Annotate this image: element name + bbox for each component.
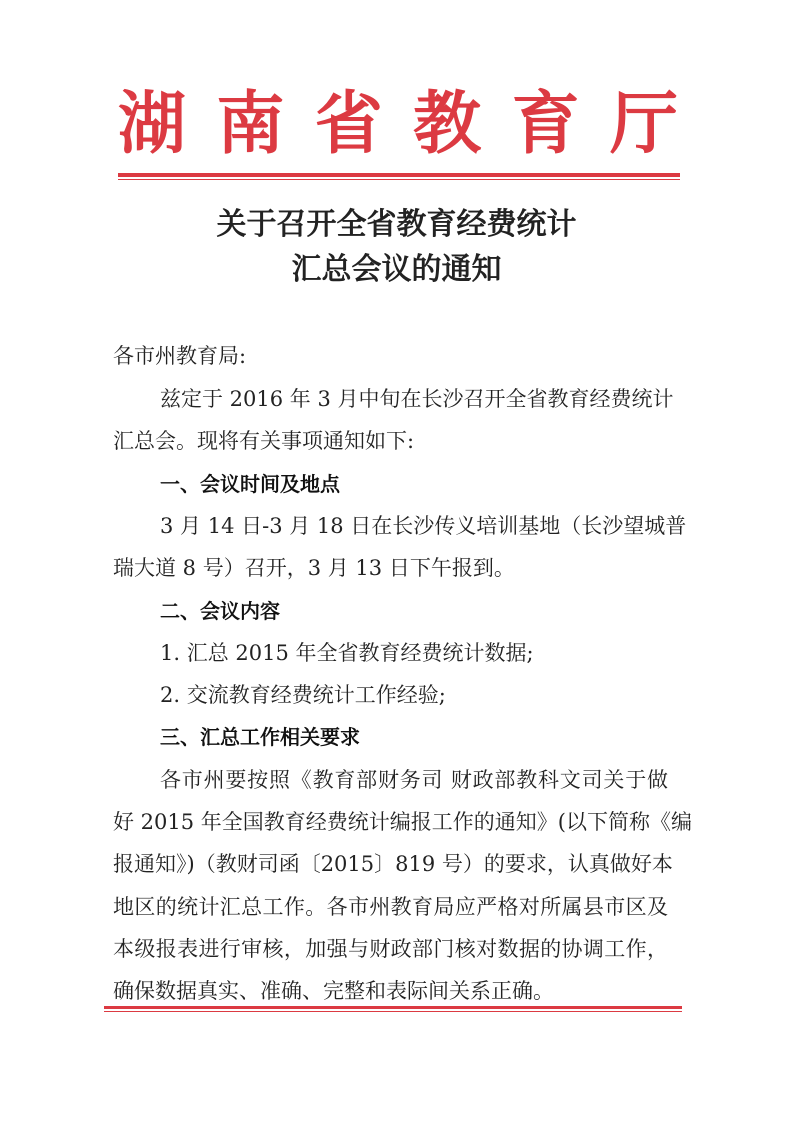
intro-line-2: 汇总会。现将有关事项通知如下: — [113, 429, 415, 453]
letterhead-char: 育 — [511, 84, 580, 164]
section3-line-3: 报通知》)（教财司函〔2015〕819 号）的要求，认真做好本 — [113, 852, 673, 876]
salutation: 各市州教育局: — [113, 344, 247, 368]
section1-line-2: 瑞大道 8 号）召开，3 月 13 日下午报到。 — [113, 556, 515, 580]
section3-line-6: 确保数据真实、准确、完整和表际间关系正确。 — [113, 979, 554, 1003]
section2-item-1: 1. 汇总 2015 年全省教育经费统计数据; — [160, 641, 534, 665]
section1-line-1: 3 月 14 日-3 月 18 日在长沙传义培训基地（长沙望城普 — [160, 514, 687, 538]
section-heading-time-place: 一、会议时间及地点 — [160, 472, 340, 496]
section3-line-5: 本级报表进行审核，加强与财政部门核对数据的协调工作， — [113, 937, 668, 961]
section-heading-content: 二、会议内容 — [160, 599, 280, 623]
section2-item-2: 2. 交流教育经费统计工作经验; — [160, 683, 446, 707]
letterhead-char: 教 — [413, 84, 482, 164]
document-title-line-1: 关于召开全省教育经费统计 — [216, 207, 577, 242]
section3-line-4: 地区的统计汇总工作。各市州教育局应严格对所属县市区及 — [113, 895, 668, 919]
letterhead-rule-thick — [118, 173, 680, 177]
section3-line-1: 各市州要按照《教育部财务司 财政部教科文司关于做 — [160, 768, 668, 792]
letterhead-char: 省 — [314, 84, 383, 164]
footer-rule-thick — [104, 1006, 682, 1009]
section-heading-requirements: 三、汇总工作相关要求 — [160, 725, 360, 749]
letterhead-char: 湖 — [118, 84, 187, 164]
document-title-line-2: 汇总会议的通知 — [291, 252, 502, 287]
footer-rule-thin — [104, 1011, 682, 1012]
letterhead-rule-thin — [118, 179, 680, 180]
intro-line-1: 兹定于 2016 年 3 月中旬在长沙召开全省教育经费统计 — [160, 387, 674, 411]
section3-line-2: 好 2015 年全国教育经费统计编报工作的通知》(以下简称《编 — [113, 810, 692, 834]
letterhead — [118, 84, 678, 164]
letterhead-char: 南 — [216, 84, 285, 164]
letterhead-char: 厅 — [609, 84, 678, 164]
